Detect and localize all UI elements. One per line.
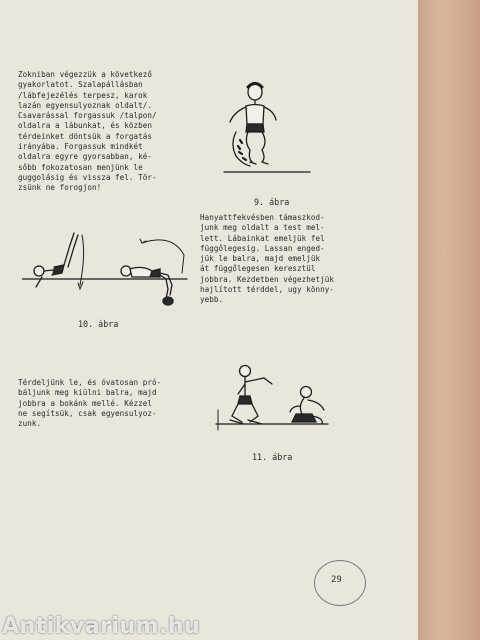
figure-11-caption: 11. ábra	[252, 452, 293, 462]
figure-9-illustration	[210, 78, 320, 186]
exercise-text-2: Hanyattfekvésben támaszkod- junk meg oldalt a test mel- lett. Lábainkat emeljük fel függőlegesig. Lassan enged- jük le balra, majd emeljük át függőlegesen keresztül jobbra. Kezdetben végezhetjük hajlított térddel, ugy könny- yebb.	[200, 213, 335, 305]
watermark-text: Antikvarium.hu	[2, 614, 201, 639]
exercise-text-3: Térdeljünk le, és óvatosan pró- báljunk meg kiülni balra, majd jobbra a bokánk mellé. Kézzel ne segítsük, csak egyensulyoz- zunk.	[18, 378, 162, 429]
page-number: 29	[331, 575, 342, 585]
book-spine	[418, 0, 480, 640]
figure-10-caption: 10. ábra	[78, 319, 119, 329]
figure-11-illustration	[212, 360, 332, 436]
exercise-text-1: Zokniban végezzük a következő gyakorlatot. Szalapállásban /lábfejezélés terpesz, karok lazán egyensulyoznak oldalt/. Csavarással forgassuk /talpon/ oldalra a lábunkat, és közben térdeinket döntsük a forgatás irányába. Forgassuk mindkét oldalra egyre gyorsabban, ké- sőbb fokozatosan menjünk le guggolásig és vissza fel. Tör- zsünk ne forogjon!	[18, 70, 157, 193]
figure-9-caption: 9. ábra	[254, 197, 290, 207]
figure-10-illustration	[22, 225, 192, 311]
